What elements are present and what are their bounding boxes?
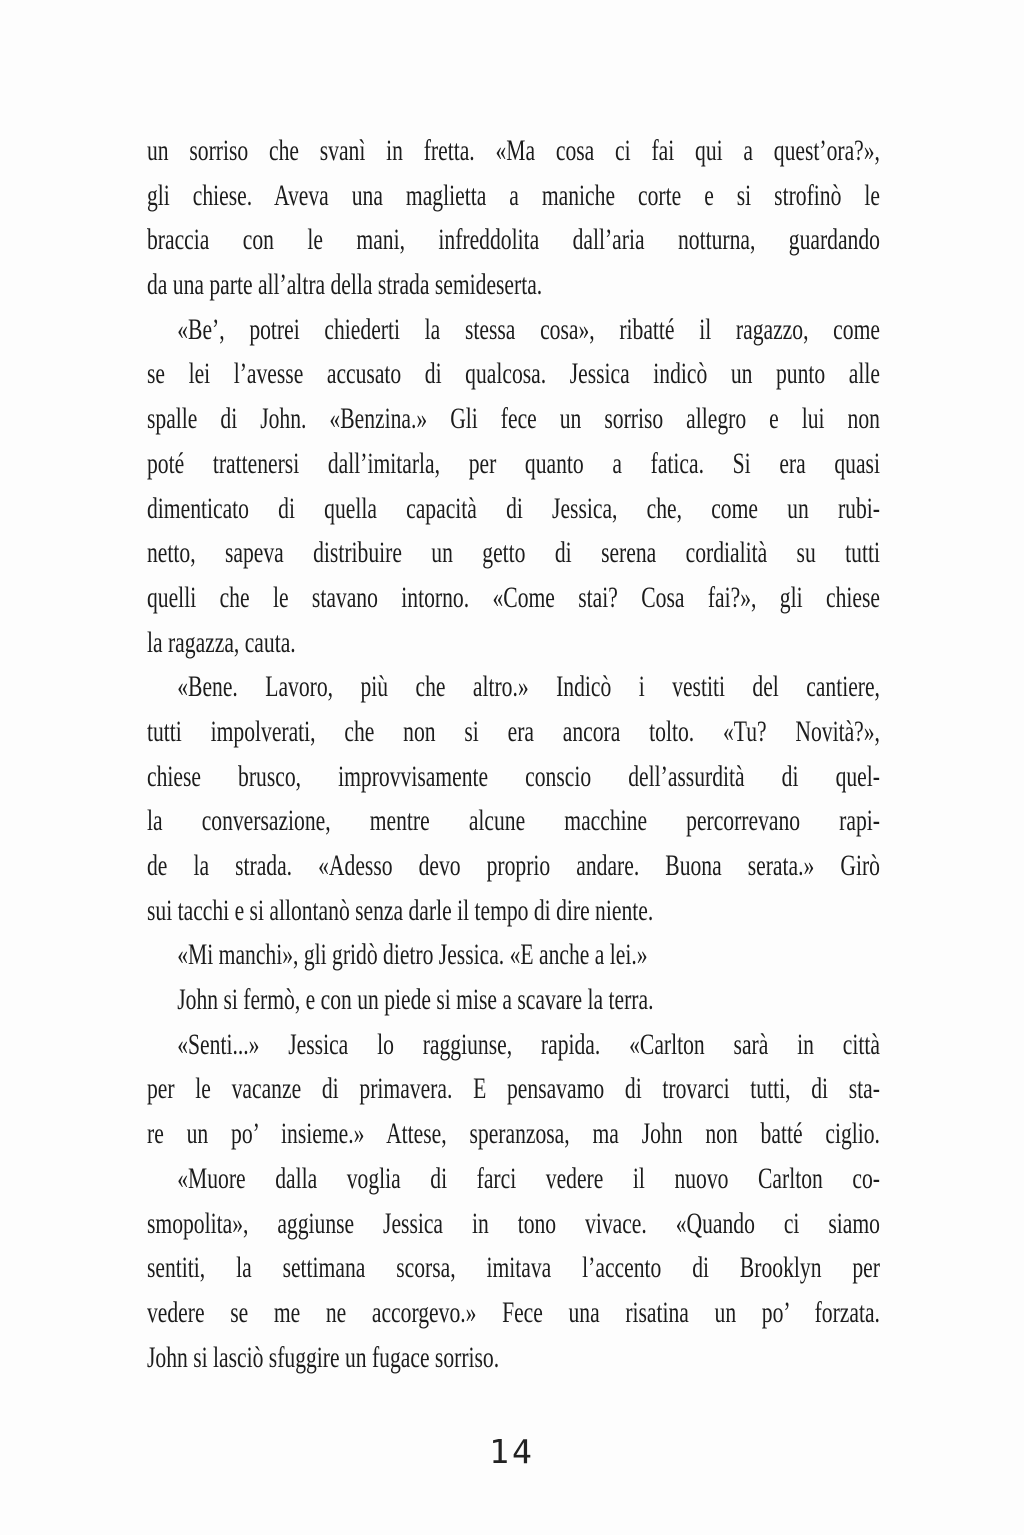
- text-line: quelli che le stavano intorno. «Come stai? Cosa fai?», gli chiese: [147, 580, 880, 614]
- text-line: netto, sapeva distribuire un getto di serena cordialità su tutti: [147, 536, 880, 570]
- text-line: dimenticato di quella capacità di Jessica, che, come un rubi-: [147, 491, 880, 525]
- text-line: gli chiese. Aveva una maglietta a maniche corte e si strofinò le: [147, 178, 880, 212]
- text-line: chiese brusco, improvvisamente conscio dell’assurdità di quel-: [147, 759, 880, 793]
- text-line: «Be’, potrei chiederti la stessa cosa», ribatté il ragazzo, come: [177, 312, 880, 346]
- text-line: sui tacchi e si allontanò senza darle il tempo di dire niente.: [147, 893, 654, 927]
- text-line: spalle di John. «Benzina.» Gli fece un sorriso allegro e lui non: [147, 402, 880, 436]
- text-line: un sorriso che svanì in fretta. «Ma cosa ci fai qui a quest’ora?»,: [147, 134, 880, 167]
- text-line: smopolita», aggiunse Jessica in tono vivace. «Quando ci siamo: [147, 1206, 880, 1240]
- text-line: de la strada. «Adesso devo proprio andare. Buona serata.» Girò: [147, 849, 880, 882]
- text-line: tutti impolverati, che non si era ancora tolto. «Tu? Novità?»,: [147, 714, 880, 748]
- text-line: John si lasciò sfuggire un fugace sorriso.: [147, 1340, 500, 1374]
- text-line: «Mi manchi», gli gridò dietro Jessica. «E anche a lei.»: [177, 938, 648, 972]
- text-line: la conversazione, mentre alcune macchine percorrevano rapi-: [147, 804, 880, 838]
- text-line: re un po’ insieme.» Attese, speranzosa, ma John non batté ciglio.: [147, 1117, 880, 1151]
- text-line: «Bene. Lavoro, più che altro.» Indicò i vestiti del cantiere,: [177, 670, 880, 704]
- text-line: per le vacanze di primavera. E pensavamo di trovarci tutti, di sta-: [147, 1072, 880, 1106]
- text-line: braccia con le mani, infreddolita dall’aria notturna, guardando: [147, 223, 880, 257]
- body-text: [147, 129, 880, 1380]
- text-line: «Muore dalla voglia di farci vedere il nuovo Carlton co-: [177, 1161, 880, 1195]
- page-number: 14: [489, 1432, 535, 1471]
- text-line: da una parte all’altra della strada semideserta.: [147, 268, 543, 302]
- text-line: sentiti, la settimana scorsa, imitava l’accento di Brooklyn per: [147, 1251, 880, 1285]
- text-line: John si fermò, e con un piede si mise a scavare la terra.: [177, 983, 654, 1017]
- text-line: poté trattenersi dall’imitarla, per quanto a fatica. Si era quasi: [147, 446, 880, 480]
- text-line: la ragazza, cauta.: [147, 625, 296, 659]
- text-line: vedere se me ne accorgevo.» Fece una risatina un po’ forzata.: [147, 1295, 880, 1329]
- text-line: «Senti...» Jessica lo raggiunse, rapida. «Carlton sarà in città: [177, 1027, 880, 1061]
- text-line: se lei l’avesse accusato di qualcosa. Jessica indicò un punto alle: [147, 357, 880, 391]
